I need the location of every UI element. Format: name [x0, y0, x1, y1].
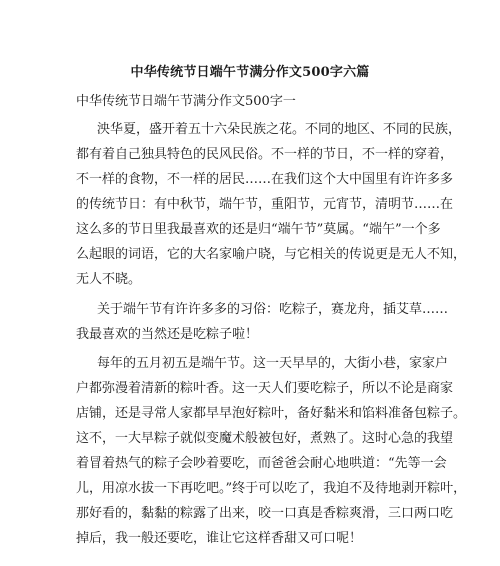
paragraph-line: 不一样的食物，不一样的居民……在我们这个大中国里有许许多多 [76, 172, 454, 187]
paragraph-line: 每年的五月初五是端午节。这一天早早的，大街小巷，家家户 [97, 356, 449, 371]
paragraph-line: 关于端午节有许许多多的习俗：吃粽子，赛龙舟，插艾草…… [97, 302, 449, 317]
paragraph-line: 户都弥漫着清新的粽叶香。这一天人们要吃粽子，所以不论是商家 [76, 381, 454, 396]
document-title: 中华传统节日端午节满分作文500字六篇 [130, 65, 370, 80]
paragraph-line: 店铺，还是寻常人家都早早泡好粽叶，备好黏米和馅料准备包粽子。 [76, 406, 467, 421]
paragraph-line: 那好看的，黏黏的粽露了出来，咬一口真是香粽爽滑，三口两口吃 [76, 506, 454, 521]
paragraph-line: 掉后，我一般还要吃，谁让它这样香甜又可口呢！ [76, 531, 363, 546]
paragraph-line: 这不，一大早粽子就似变魔术般被包好，煮熟了。这时心急的我望 [76, 431, 454, 446]
paragraph-line: 无人不晓。 [76, 272, 142, 287]
paragraph-line: 着冒着热气的粽子会吵着要吃，而爸爸会耐心地哄道：“先等一会 [76, 456, 447, 471]
document-subtitle: 中华传统节日端午节满分作文500字一 [76, 94, 296, 109]
paragraph-line: 的传统节日：有中秋节，端午节，重阳节，元宵节，清明节……在 [76, 197, 454, 212]
paragraph-line: 泱华夏，盛开着五十六朵民族之花。不同的地区、不同的民族， [97, 122, 462, 137]
paragraph-line: 我最喜欢的当然还是吃粽子啦！ [76, 327, 259, 342]
paragraph-line: 都有着自己独具特色的民风民俗。不一样的节日，不一样的穿着， [76, 147, 454, 162]
paragraph-line: 么起眼的词语，它的大名家喻户晓，与它相关的传说更是无人不知， [76, 247, 467, 262]
paragraph-line: 儿，用凉水拔一下再吃吧。”终于可以吃了，我迫不及待地剥开粽叶， [76, 481, 467, 496]
paragraph-line: 这么多的节日里我最喜欢的还是归“端午节”莫属。“端午”一个多 [76, 222, 441, 237]
